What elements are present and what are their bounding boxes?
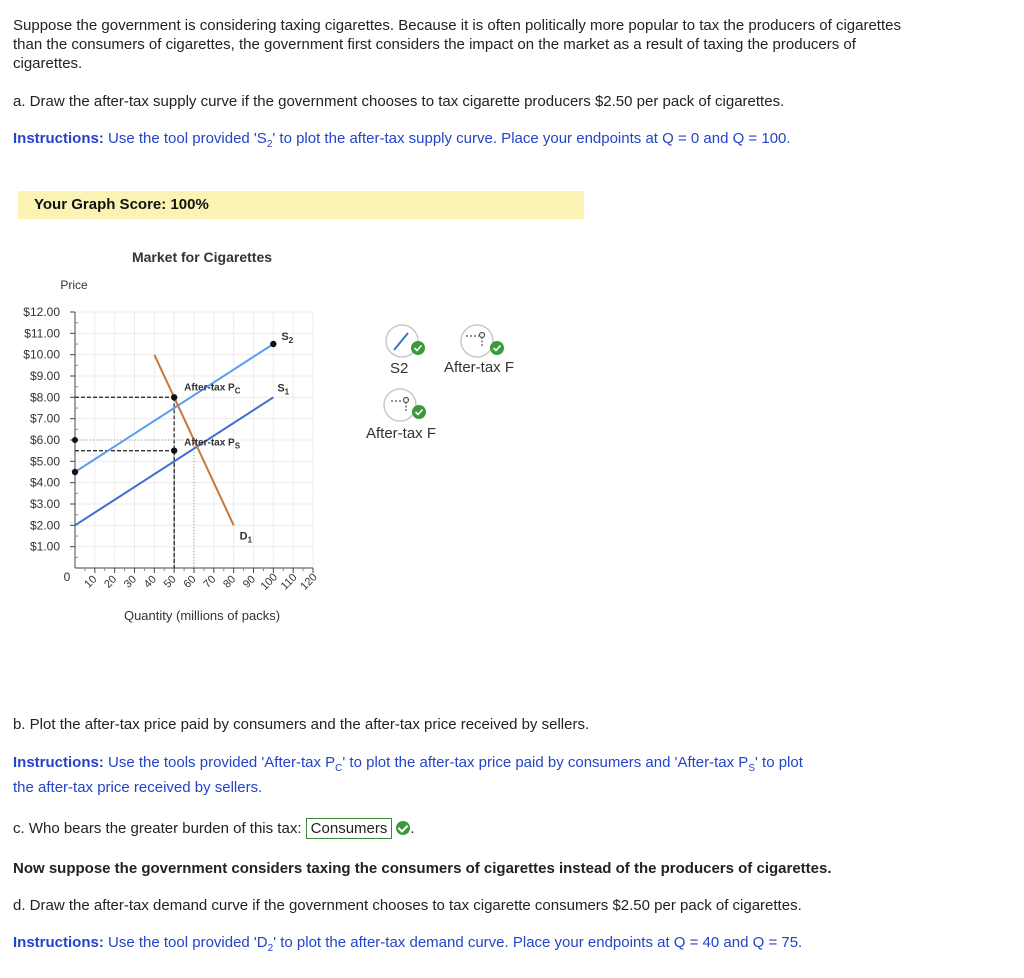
x-tick-label: 110	[278, 571, 300, 593]
y-tick-label: $8.00	[29, 390, 60, 405]
x-tick-label: 10	[82, 573, 100, 591]
part-b-instructions: Instructions: Use the tools provided 'After-tax $P_C'$ to plot the after-tax price paid by consumers and 'After-tax $P_S'$ to plot the after-tax price received by sellers.	[13, 754, 803, 796]
y-tick-label: $9.00	[29, 369, 60, 383]
check-icon	[412, 405, 426, 419]
x-axis-label: Quantity (millions of packs)	[123, 608, 281, 623]
endpoint-dot	[72, 469, 78, 475]
y-tick-label: $6.00	[29, 433, 60, 447]
part-c-question: c. Who bears the greater burden of this tax: Consumers .	[13, 820, 415, 837]
x-tick-label: 90	[240, 573, 259, 591]
tool-after-tax-ps-label: After-tax F	[366, 425, 437, 442]
y-tick-label: $4.00	[29, 475, 60, 490]
x-tick-label: 120	[298, 571, 320, 593]
x-tick-label: 80	[221, 573, 239, 591]
graph-score: Your Graph Score: 100%	[34, 196, 209, 213]
now-suppose-text: Now suppose the government considers taxing the consumers of cigarettes instead of the producers of cigarettes.	[13, 860, 832, 877]
tool-after-tax-pc-icon	[461, 325, 493, 357]
series-label-s1: $S_1$	[277, 382, 290, 397]
series-label-subscript: 1	[247, 535, 253, 545]
tool-s2-label: S2	[390, 360, 409, 377]
x-tick-label: 20	[102, 573, 120, 591]
chart-title: Market for Cigarettes	[131, 249, 273, 265]
tool-after-tax-ps-icon	[384, 389, 416, 421]
y-axis-label: Price	[60, 278, 88, 292]
endpoint-dot	[270, 341, 276, 347]
y-tick-label: $7.00	[29, 411, 60, 426]
marker-label: After-tax $P_C$	[184, 382, 241, 396]
y-tick-label: $2.00	[29, 518, 60, 533]
check-icon	[490, 341, 504, 355]
marker-label-subscript: S	[234, 441, 241, 451]
part-d-instructions: Instructions: Use the tool provided '$D_2$' to plot the after-tax demand curve. Place your endpoints at Q = 40 and Q = 75.	[13, 934, 803, 954]
x-tick-label: 30	[121, 573, 140, 591]
marker-label: After-tax $P_S$	[184, 437, 241, 451]
price-point	[171, 394, 177, 400]
intro-text: Suppose the government is considering taxing cigarettes. Because it is often politically more popular to tax the producers of cigarettes than the consumers of cigarettes, the government first considers the impact on the market as a result of taxing the producers of cigarettes.	[13, 17, 901, 72]
tool-after-tax-ps[interactable]	[384, 389, 426, 421]
x-tick-label: 70	[201, 573, 219, 591]
part-a-instructions: Instructions: Use the tool provided '$S_2$' to plot the after-tax supply curve. Place your endpoints at Q = 0 and Q = 100.	[13, 130, 791, 150]
origin-label: 0	[63, 570, 71, 584]
series-label-s2: $S_2$	[281, 331, 294, 345]
series-label-subscript: 2	[288, 336, 294, 345]
axis-dot	[72, 437, 78, 443]
part-a-question: a. Draw the after-tax supply curve if the government chooses to tax cigarette producers $2.50 per pack of cigarettes.	[13, 93, 785, 110]
y-tick-label: $5.00	[29, 454, 60, 469]
x-tick-label: 40	[141, 573, 159, 591]
y-tick-label: $1.00	[29, 539, 60, 554]
point-pin-icon	[404, 398, 409, 403]
y-tick-label: $3.00	[29, 497, 60, 511]
point-pin-icon	[480, 333, 485, 338]
part-b-question: b. Plot the after-tax price paid by consumers and the after-tax price received by sellers.	[13, 716, 590, 733]
tool-after-tax-pc[interactable]	[461, 325, 504, 357]
check-icon	[396, 821, 410, 835]
check-icon	[411, 341, 425, 355]
y-tick-label: $10.00	[23, 347, 60, 362]
marker-label-subscript: C	[234, 386, 241, 396]
series-label-subscript: 1	[284, 387, 290, 397]
tool-after-tax-pc-label: After-tax F	[444, 359, 515, 376]
x-tick-label: 60	[181, 573, 199, 591]
series-label-d1: $D_1$	[239, 530, 253, 545]
y-tick-label: $11.00	[24, 326, 60, 341]
market-chart[interactable]	[0, 235, 600, 635]
part-d-question: d. Draw the after-tax demand curve if the government chooses to tax cigarette consumers $2.50 per pack of cigarettes.	[13, 897, 802, 914]
x-tick-label: 50	[161, 573, 179, 591]
price-point	[171, 447, 177, 453]
tool-s2[interactable]	[386, 325, 425, 357]
answer-dropdown[interactable]: Consumers	[306, 818, 393, 839]
graph-score-bar	[18, 191, 584, 219]
pencil-line-icon	[394, 333, 408, 350]
x-tick-label: 100	[258, 571, 281, 593]
y-tick-label: $12.00	[23, 305, 60, 319]
